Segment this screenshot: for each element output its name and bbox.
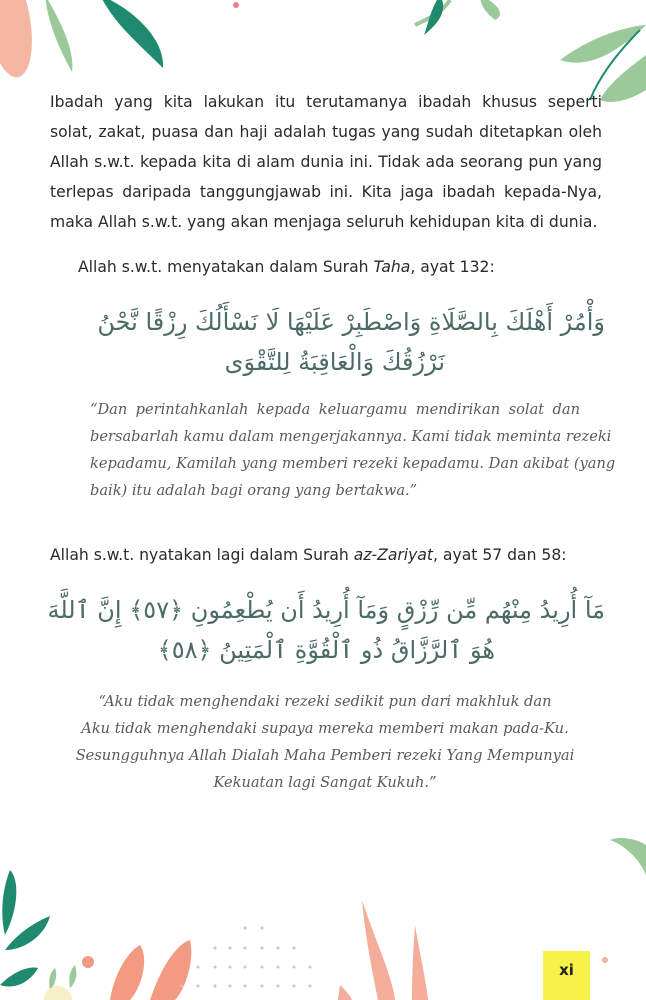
surah-name: az-Zariyat [353,546,434,564]
arabic-line: نَرْزُقُكَ وَالْعَاقِبَةُ لِلتَّقْوَى [224,348,445,376]
verse2-translation [60,688,590,796]
translation-line: Aku tidak menghendaki supaya mereka memberi makan pada-Ku. [81,720,569,737]
translation-line: Kekuatan lagi Sangat Kukuh.” [213,774,437,791]
paragraph-line: Allah s.w.t. kepada kita di alam dunia ini. Tidak ada seorang pun yang [50,153,602,171]
translation-line: Sesungguhnya Allah Dialah Maha Pemberi rezeki Yang Mempunyai [75,747,575,764]
verse1-intro [78,255,495,279]
verse2-intro [50,543,567,567]
intro-text: Allah s.w.t. nyatakan lagi dalam Surah [50,546,354,564]
arabic-line: هُوَ ٱلرَّزَّاقُ ذُو ٱلْقُوَّةِ ٱلْمَتِينُ ﴿٥٨﴾ [157,636,495,664]
translation-line: baik) itu adalah bagi orang yang bertakwa.” [90,482,418,499]
verse2-arabic [47,590,605,670]
intro-text: , ayat 57 dan 58: [433,546,567,564]
page-number: xi [543,951,590,1000]
translation-line: “Dan perintahkanlah kepada keluargamu mendirikan solat dan [90,401,580,418]
arabic-line: وَأْمُرْ أَهْلَكَ بِالصَّلَاةِ وَاصْطَبِرْ عَلَيْهَا لَا نَسْأَلُكَ رِزْقًا نَّحْنُ [97,308,605,336]
translation-line: bersabarlah kamu dalam mengerjakannya. Kami tidak meminta rezeki [90,428,612,445]
translation-line: “Aku tidak menghendaki rezeki sedikit pun dari makhluk dan [98,693,552,710]
paragraph-line: maka Allah s.w.t. yang akan menjaga seluruh kehidupan kita di dunia. [50,213,598,231]
paragraph-line: solat, zakat, puasa dan haji adalah tugas yang sudah ditetapkan oleh [50,123,602,141]
paragraph-line: terlepas daripada tanggungjawab ini. Kita jaga ibadah kepada-Nya, [50,183,602,201]
body-paragraph [50,87,602,237]
verse1-arabic [90,302,605,382]
paragraph-line: Ibadah yang kita lakukan itu terutamanya ibadah khusus seperti [50,93,602,111]
arabic-line: مَآ أُرِيدُ مِنْهُم مِّن رِّزْقٍ وَمَآ أُرِيدُ أَن يُطْعِمُونِ ﴿٥٧﴾ إِنَّ ٱللَّهَ [47,596,605,624]
verse1-translation [90,396,616,504]
surah-name: Taha [373,258,411,276]
intro-text: , ayat 132: [410,258,495,276]
intro-text: Allah s.w.t. menyatakan dalam Surah [78,258,374,276]
translation-line: kepadamu, Kamilah yang memberi rezeki kepadamu. Dan akibat (yang [90,455,616,472]
